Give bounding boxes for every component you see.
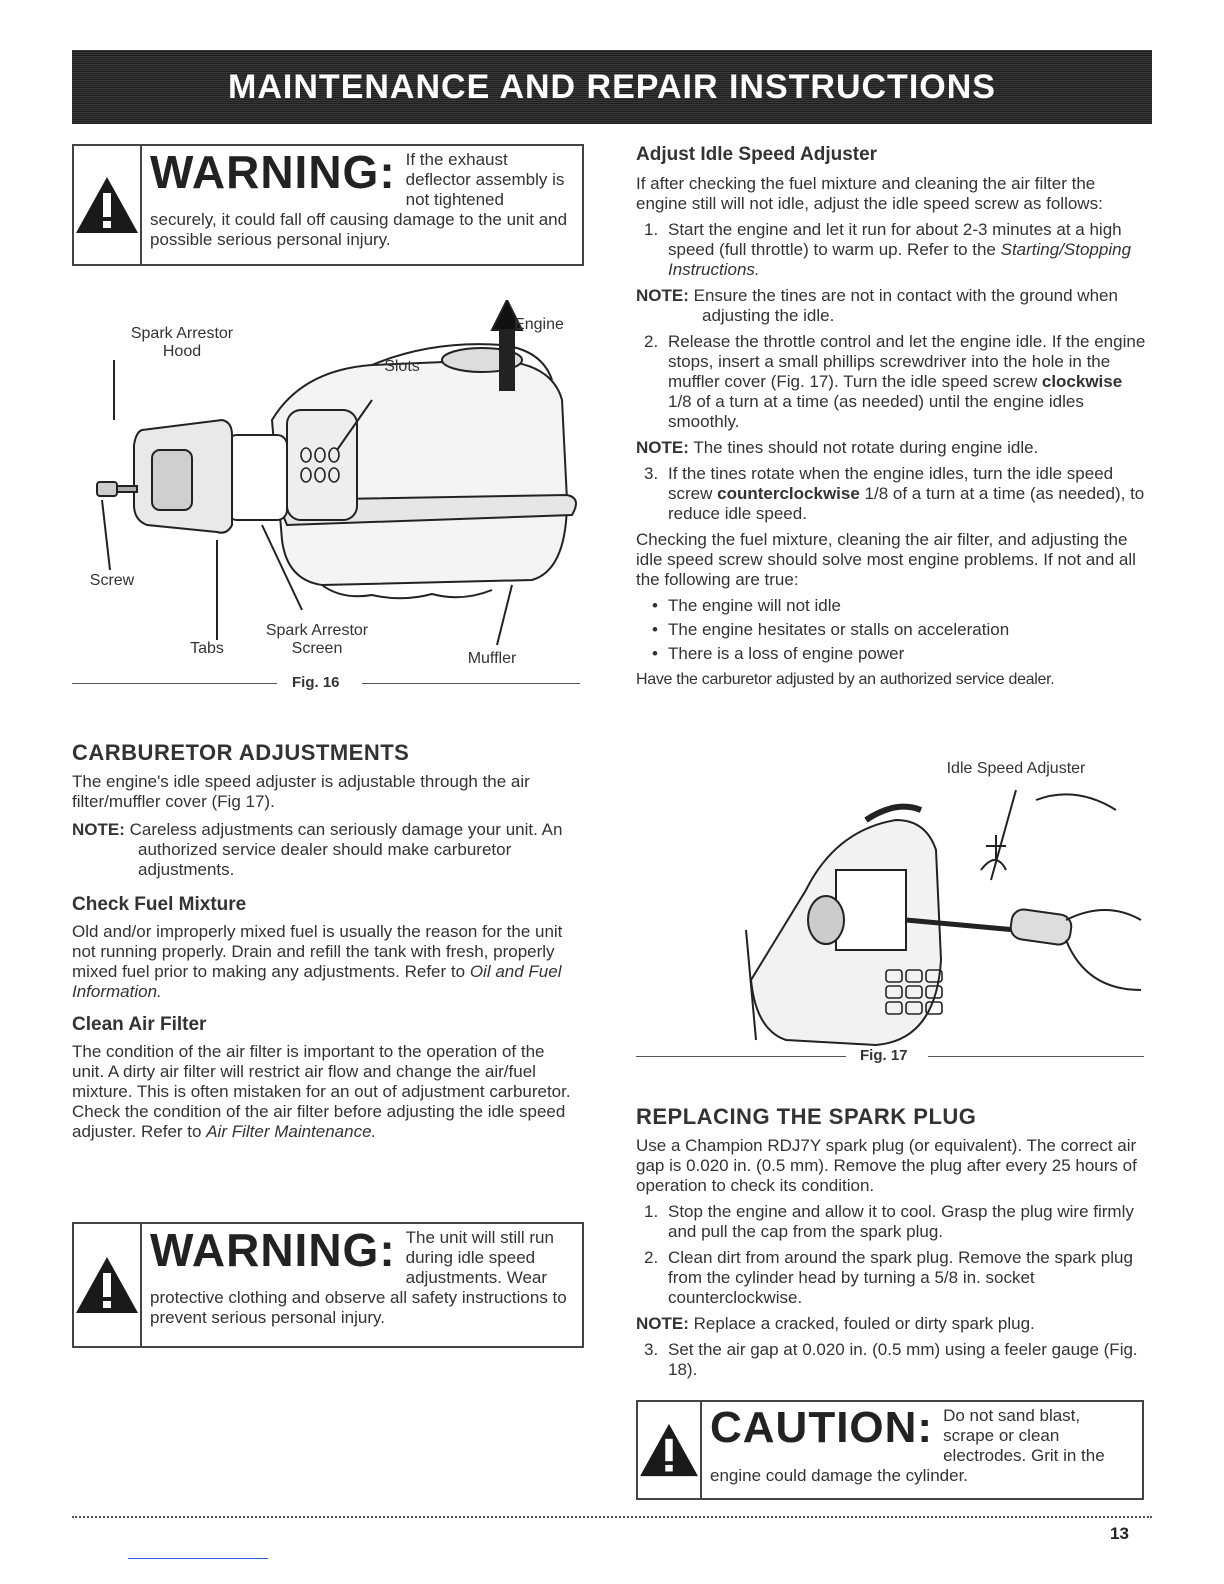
list-item-text: Clean dirt from around the spark plug. Remove the spark plug from the cylinder head by turning a 5/8 in. socket counterclockwise. — [668, 1248, 1133, 1307]
caption-rule — [362, 683, 580, 684]
carburetor-section — [72, 740, 580, 1142]
idle-adjuster-illustration — [636, 780, 1146, 1050]
label-muffler: Muffler — [467, 650, 517, 667]
list-item-text: If the tines rotate when the engine idles, turn the idle speed screw — [668, 464, 1114, 503]
spark-plug-section — [636, 1104, 1146, 1380]
note-text: The tines should not rotate during engine idle. — [693, 438, 1039, 457]
warning-text: If the exhaust deflector assembly is not tightened securely, it could fall off causing damage to the unit and possible serious personal injury. — [150, 150, 568, 249]
cross-reference: Starting/Stopping Instructions. — [668, 240, 1132, 279]
label-idle-speed-adjuster: Idle Speed Adjuster — [946, 760, 1086, 777]
warning-box — [72, 1222, 584, 1348]
section-heading: REPLACING THE SPARK PLUG — [636, 1104, 977, 1129]
note-label: NOTE: — [636, 286, 689, 305]
warning-word: WARNING: — [150, 1224, 396, 1276]
footer-underline — [128, 1558, 268, 1559]
figure-16 — [72, 300, 582, 720]
warning-triangle-icon — [74, 146, 142, 264]
bullet-item: • There is a loss of engine power — [636, 642, 1146, 666]
list-item: 1. Start the engine and let it run for about 2-3 minutes at a high speed (full throttle) to warm up. Refer to the Starting/Stopping Instructions. — [644, 220, 1132, 279]
warning-triangle-icon — [638, 1402, 702, 1498]
list-item-text: Stop the engine and allow it to cool. Grasp the plug wire firmly and pull the cap from the spark plug. — [668, 1202, 1134, 1241]
list-item-text: Release the throttle control and let the engine idle. If the engine stops, insert a small phillips screwdriver into the hole in the muffler cover (Fig. 17). Turn the idle speed screw — [668, 332, 1146, 391]
figure-caption: Fig. 17 — [860, 1047, 908, 1064]
label-spark-arrestor-screen: Spark Arrestor Screen — [265, 622, 369, 657]
paragraph: The engine's idle speed adjuster is adjustable through the air filter/muffler cover (Fig 17). — [72, 772, 530, 811]
warning-box — [72, 144, 584, 266]
note — [636, 438, 1146, 458]
caption-rule — [928, 1056, 1144, 1057]
bullet-item: • The engine hesitates or stalls on acceleration — [636, 618, 1146, 642]
note-label: NOTE: — [72, 820, 125, 839]
section-heading: CARBURETOR ADJUSTMENTS — [72, 740, 410, 765]
note-text: Careless adjustments can seriously damage your unit. An authorized service dealer should make carburetor adjustments. — [129, 820, 563, 879]
caution-word: CAUTION: — [710, 1403, 934, 1452]
emphasis: counterclockwise — [717, 484, 860, 503]
warning-word: WARNING: — [150, 146, 396, 198]
warning-text: The unit will still run during idle speed adjustments. Wear protective clothing and observe all safety instructions to prevent serious personal injury. — [150, 1228, 567, 1327]
paragraph: If after checking the fuel mixture and cleaning the air filter the engine still will not idle, adjust the idle speed screw as follows: — [636, 174, 1103, 213]
paragraph: Use a Champion RDJ7Y spark plug (or equivalent). The correct air gap is 0.020 in. (0.5 mm). Remove the plug after every 25 hours of operation to check its condition. — [636, 1136, 1137, 1195]
list-item-text: 1/8 of a turn at a time (as needed) until the engine idles smoothly. — [668, 392, 1084, 431]
paragraph: Checking the fuel mixture, cleaning the air filter, and adjusting the idle speed screw should solve most engine problems. If not and all the following are true: — [636, 530, 1136, 589]
label-slots: Slots — [384, 358, 420, 375]
caution-box — [636, 1400, 1144, 1500]
paragraph-text: The condition of the air filter is important to the operation of the unit. A dirty air filter will restrict air flow and change the air/fuel mixture. This is often mistaken for an out of adjustment carburetor. Check the condition of the air filter before adjusting the idle speed adjuster. Refer to — [72, 1042, 571, 1141]
note-text: Ensure the tines are not in contact with the ground when adjusting the idle. — [693, 286, 1118, 325]
note — [72, 820, 580, 880]
list-item-text: Start the engine and let it run for about 2-3 minutes at a high speed (full throttle) to warm up. Refer to the — [668, 220, 1122, 259]
idle-speed-section — [636, 144, 1146, 690]
paragraph: Have the carburetor adjusted by an authorized service dealer. — [636, 671, 1055, 688]
note-label: NOTE: — [636, 1314, 689, 1333]
bullet-item: • The engine will not idle — [636, 594, 1146, 618]
note-text: Replace a cracked, fouled or dirty spark plug. — [693, 1314, 1035, 1333]
list-item-text: Set the air gap at 0.020 in. (0.5 mm) using a feeler gauge (Fig. 18). — [668, 1340, 1138, 1379]
page-number: 13 — [1110, 1524, 1129, 1543]
subsection-heading: Check Fuel Mixture — [72, 894, 247, 915]
subsection-heading: Clean Air Filter — [72, 1014, 207, 1035]
list-item: 1. Stop the engine and allow it to cool. Grasp the plug wire firmly and pull the cap from the spark plug. — [644, 1202, 1134, 1241]
section-banner — [72, 50, 1152, 124]
label-engine: Engine — [514, 316, 564, 333]
paragraph-text: Old and/or improperly mixed fuel is usually the reason for the unit not running properly. Drain and refill the tank with fresh, properly mixed fuel prior to making any adjustments. Refer to — [72, 922, 563, 981]
note-label: NOTE: — [636, 438, 689, 457]
cross-reference: Oil and Fuel Information. — [72, 962, 562, 1001]
paragraph — [72, 922, 580, 1002]
caption-rule — [636, 1056, 846, 1057]
warning-triangle-icon — [74, 1224, 142, 1346]
subsection-heading: Adjust Idle Speed Adjuster — [636, 144, 878, 165]
label-tabs: Tabs — [190, 640, 224, 657]
label-spark-arrestor-hood: Spark Arrestor Hood — [130, 325, 234, 360]
list-item: 3. Set the air gap at 0.020 in. (0.5 mm) using a feeler gauge (Fig. 18). — [644, 1340, 1138, 1379]
list-item-text: 1/8 of a turn at a time (as needed), to reduce idle speed. — [668, 484, 1145, 523]
emphasis: clockwise — [1041, 372, 1123, 391]
note — [636, 1314, 1146, 1334]
list-item: 3. If the tines rotate when the engine idles, turn the idle speed screw counterclockwise 1/8 of a turn at a time (as needed), to reduce idle speed. — [644, 464, 1145, 523]
label-screw: Screw — [89, 572, 135, 589]
cross-reference: Air Filter Maintenance. — [206, 1122, 377, 1141]
caption-rule — [72, 683, 277, 684]
paragraph — [72, 1042, 580, 1142]
list-item: 2. Release the throttle control and let the engine idle. If the engine stops, insert a small phillips screwdriver into the hole in the muffler cover (Fig. 17). Turn the idle speed screw clockwise 1/8 of a turn at a time (as needed) until the engine idles smoothly. — [644, 332, 1146, 431]
note — [636, 286, 1146, 326]
caution-text: Do not sand blast, scrape or clean electrodes. Grit in the engine could damage the cylinder. — [710, 1406, 1105, 1485]
footer-rule — [72, 1516, 1152, 1518]
page-title: MAINTENANCE AND REPAIR INSTRUCTIONS — [228, 67, 996, 106]
figure-caption: Fig. 16 — [292, 674, 340, 691]
list-item: 2. Clean dirt from around the spark plug. Remove the spark plug from the cylinder head by turning a 5/8 in. socket counterclockwise. — [644, 1248, 1133, 1307]
figure-17 — [636, 760, 1146, 1064]
